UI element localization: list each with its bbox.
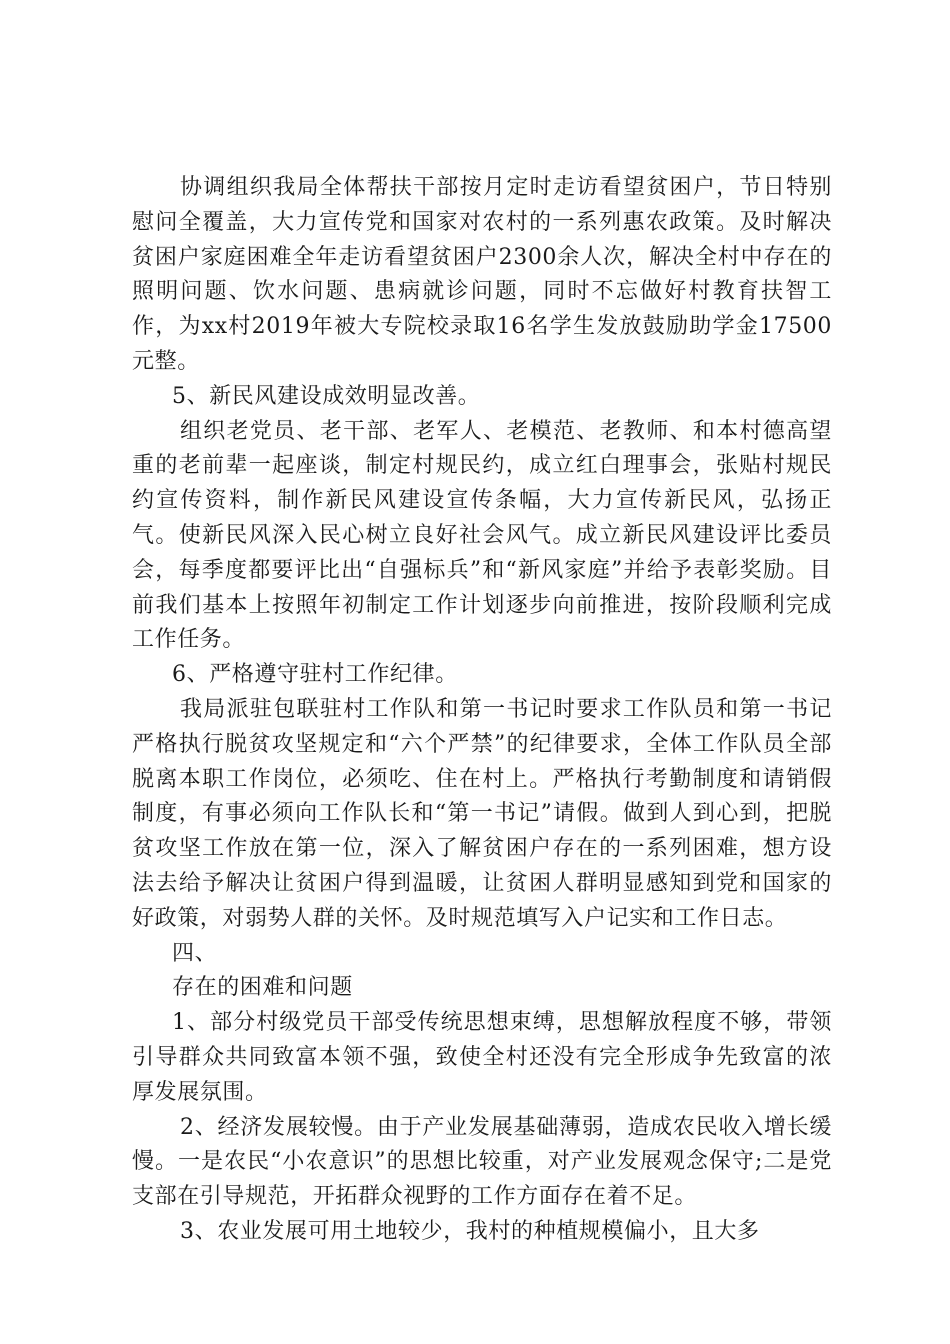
- section-number-four: 四、: [172, 940, 218, 966]
- paragraph-discipline: 我局派驻包联驻村工作队和第一书记时要求工作队员和第一书记严格执行脱贫攻坚规定和“六个严禁”的纪律要求，全体工作队员全部脱离本职工作岗位，必须吃、住在村上。严格执行考勤制度和请销假制度，有事必须向工作队长和“第一书记”请假。做到人到心到，把脱贫攻坚工作放在第一位，深入了解贫困户存在的一系列困难，想方设法去给予解决让贫困户得到温暖，让贫困人群明显感知到党和国家的好政策，对弱势人群的关怀。及时规范填写入户记实和工作日志。: [132, 696, 832, 931]
- document-body: [132, 171, 832, 1250]
- paragraph-problem-2: 2、经济发展较慢。由于产业发展基础薄弱，造成农民收入增长缓慢。一是农民“小农意识”的思想比较重，对产业发展观念保守;二是党支部在引导规范，开拓群众视野的工作方面存在着不足。: [132, 1114, 832, 1210]
- heading-new-customs: 5、新民风建设成效明显改善。: [172, 383, 481, 409]
- section-title-problems: 存在的困难和问题: [172, 975, 353, 1001]
- paragraph-new-customs: 组织老党员、老干部、老军人、老模范、老教师、和本村德高望重的老前辈一起座谈，制定村规民约，成立红白理事会，张贴村规民约宣传资料，制作新民风建设宣传条幅，大力宣传新民风，弘扬正气。使新民风深入民心树立良好社会风气。成立新民风建设评比委员会，每季度都要评比出“自强标兵”和“新风家庭”并给予表彰奖励。目前我们基本上按照年初制定工作计划逐步向前推进，按阶段顺利完成工作任务。: [132, 418, 832, 653]
- paragraph-visits: 协调组织我局全体帮扶干部按月定时走访看望贫困户，节日特别慰问全覆盖，大力宣传党和国家对农村的一系列惠农政策。及时解决贫困户家庭困难全年走访看望贫困户2300余人次，解决全村中存在的照明问题、饮水问题、患病就诊问题，同时不忘做好村教育扶智工作，为xx村2019年被大专院校录取16名学生发放鼓励助学金17500元整。: [132, 175, 832, 374]
- paragraph-problem-1: 1、部分村级党员干部受传统思想束缚，思想解放程度不够，带领引导群众共同致富本领不强，致使全村还没有完全形成争先致富的浓厚发展氛围。: [132, 1010, 832, 1105]
- paragraph-problem-3: 3、农业发展可用土地较少，我村的种植规模偏小，且大多: [180, 1218, 760, 1244]
- heading-discipline: 6、严格遵守驻村工作纪律。: [172, 662, 458, 688]
